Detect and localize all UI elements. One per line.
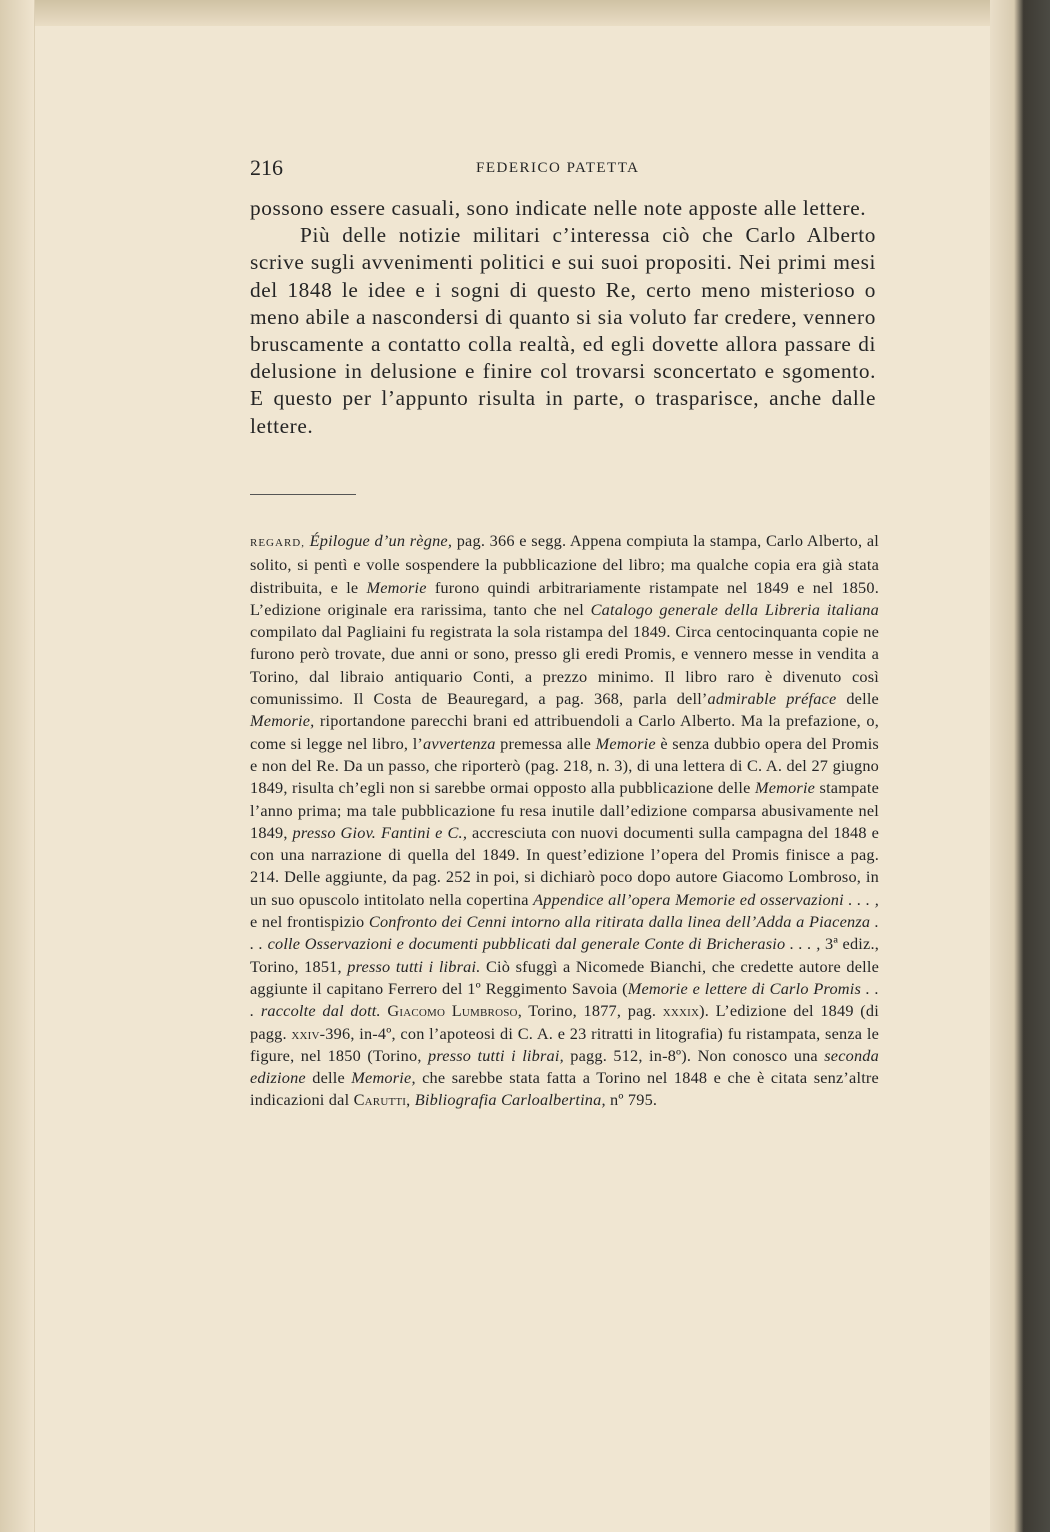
footnote-span: nº 795. xyxy=(610,1090,658,1110)
footnote-span: accresciuta con nuovi documenti sulla campagna del 1848 e con una narrazione di quella del 1849. In quest’edizione l’opera del Promis finisce a pag. 214. Delle aggiunte, da pag. 252 in poi, si dichiarò poco dopo autore Giacomo Lombroso, in un suo opuscolo intitolato nella copertina xyxy=(250,822,879,909)
footnote-italic: seconda edizione xyxy=(250,1045,879,1088)
footnote-span: e nel frontispizio xyxy=(250,912,365,932)
footnote-span: compilato dal Pagliaini fu registrata la sola ristampa del 1849. Circa centocinquanta copie ne furono però trovate, due anni or sono, presso gli eredi Promis, e vennero messe in vendita a Torino, dal libraio antiquario Conti, a prezzo minimo. Il libro raro è divenuto così comunissimo. Il Costa de Beauregard, a pag. 368, parla dell’ xyxy=(250,622,879,709)
footnote-author: REGARD, xyxy=(250,537,305,549)
running-head xyxy=(250,155,882,185)
footnote-italic: Memorie e lettere di Carlo Promis . . . raccolte dal dott. xyxy=(250,978,879,1021)
paragraph: Più delle notizie militari c’interessa ciò che Carlo Alberto scrive sugli avvenimenti politici e sui suoi propositi. Nei primi mesi del 1848 le idee e i sogni di questo Re, certo meno misterioso o meno abile a nascondersi di quanto si sia voluto far credere, vennero bruscamente a contatto colla realtà, ed egli dovette allora passare di delusione in delusione e finire col trovarsi sconcertato e sgomento. E questo per l’appunto risulta in parte, o trasparisce, anche dalle lettere. xyxy=(250,223,876,438)
footnote-italic: admirable préface xyxy=(707,689,837,709)
footnote-smallcaps: xxxix xyxy=(662,1001,700,1021)
footnote-smallcaps: Giacomo Lumbroso, xyxy=(387,1001,522,1021)
footnote-text xyxy=(250,530,879,1112)
main-text xyxy=(250,195,876,440)
footnote-italic: Memorie xyxy=(754,778,816,798)
footnote-italic: Bibliografia Carloalbertina, xyxy=(414,1090,606,1110)
footnote-span: che sarebbe stata fatta a Torino nel 1848 e che è citata senz’altre indicazioni dal xyxy=(250,1068,879,1110)
footnote-span: delle xyxy=(312,1068,345,1088)
footnote-italic: Catalogo generale della Libreria italiana xyxy=(590,599,879,619)
footnote-span: stampate l’anno prima; ma tale pubblicazione fu resa inutile dall’edizione comparsa abusivamente nel 1849, xyxy=(250,778,879,842)
footnote-italic: avvertenza xyxy=(423,733,496,753)
paragraph-continued: possono essere casuali, sono indicate nelle note apposte alle lettere. xyxy=(250,196,867,220)
footnote-span: Torino, 1877, pag. xyxy=(528,1001,657,1021)
footnote-smallcaps: xxiv xyxy=(291,1023,320,1043)
footnote-span: riportandone parecchi brani ed attribuendoli a Carlo Alberto. Ma la prefazione, o, come si legge nel libro, l’ xyxy=(250,711,879,753)
page-number: 216 xyxy=(250,155,283,180)
footnote-italic: Memorie xyxy=(595,733,656,753)
footnote-title: Épilogue d’un règne, xyxy=(309,531,453,550)
footnote-italic: presso Giov. Fantini e C., xyxy=(292,822,468,842)
footnote-smallcaps: Carutti, xyxy=(353,1090,411,1110)
footnote-span: è senza dubbio opera del Promis e non del Re. Da un passo, che riporterò (pag. 218, n. 3), di una lettera di C. A. del 27 giugno 1849, risulta ch’egli non si sarebbe ormai opposto alla pubblicazione delle xyxy=(250,733,879,798)
footnote-separator xyxy=(250,494,356,495)
footnote-span: -396, in-4º, con l’apoteosi di C. A. e 23 ritratti in litografia) fu ristampata, senza le figure, nel 1850 (Torino, xyxy=(250,1023,879,1065)
footnote-span: premessa alle xyxy=(500,733,592,753)
footnote-span: furono quindi arbitrariamente ristampate nel 1849 e nel 1850. L’edizione originale era rarissima, tanto che nel xyxy=(250,577,879,619)
footnote-span: ). L’edizione del 1849 (di pagg. xyxy=(250,1001,879,1043)
footnote-italic: Memorie, xyxy=(250,711,315,731)
footnote-italic: Appendice all’opera Memorie ed osservazioni . . . , xyxy=(533,889,879,909)
footnote-span: delle xyxy=(846,689,879,709)
footnote-italic: Memorie xyxy=(366,577,427,597)
footnote-italic: presso tutti i librai. xyxy=(347,956,481,976)
running-head-title: FEDERICO PATETTA xyxy=(476,160,640,176)
footnote-span: 3ª ediz., Torino, 1851, xyxy=(250,934,879,976)
footnote-italic: Memorie, xyxy=(351,1068,416,1088)
footnote xyxy=(250,530,879,1112)
footnote-italic: presso tutti i librai, xyxy=(428,1045,564,1065)
footnote-span: pagg. 512, in-8º). Non conosco una xyxy=(570,1045,818,1065)
footnote-span: pag. 366 e segg. Appena compiuta la stampa, Carlo Alberto, al solito, si pentì e volle sospendere la pubblicazione del libro; ma qualche copia era già stata distribuita, e le xyxy=(250,531,879,597)
footnote-span: Ciò sfuggì a Nicomede Bianchi, che credette autore delle aggiunte il capitano Ferrero del 1º Reggimento Savoia ( xyxy=(250,956,879,998)
footnote-italic: Confronto dei Cenni intorno alla ritirata dalla linea dell’Adda a Piacenza . . . colle Osservazioni e documenti pubblicati dal generale Conte di Bricherasio . . . , xyxy=(250,912,879,954)
